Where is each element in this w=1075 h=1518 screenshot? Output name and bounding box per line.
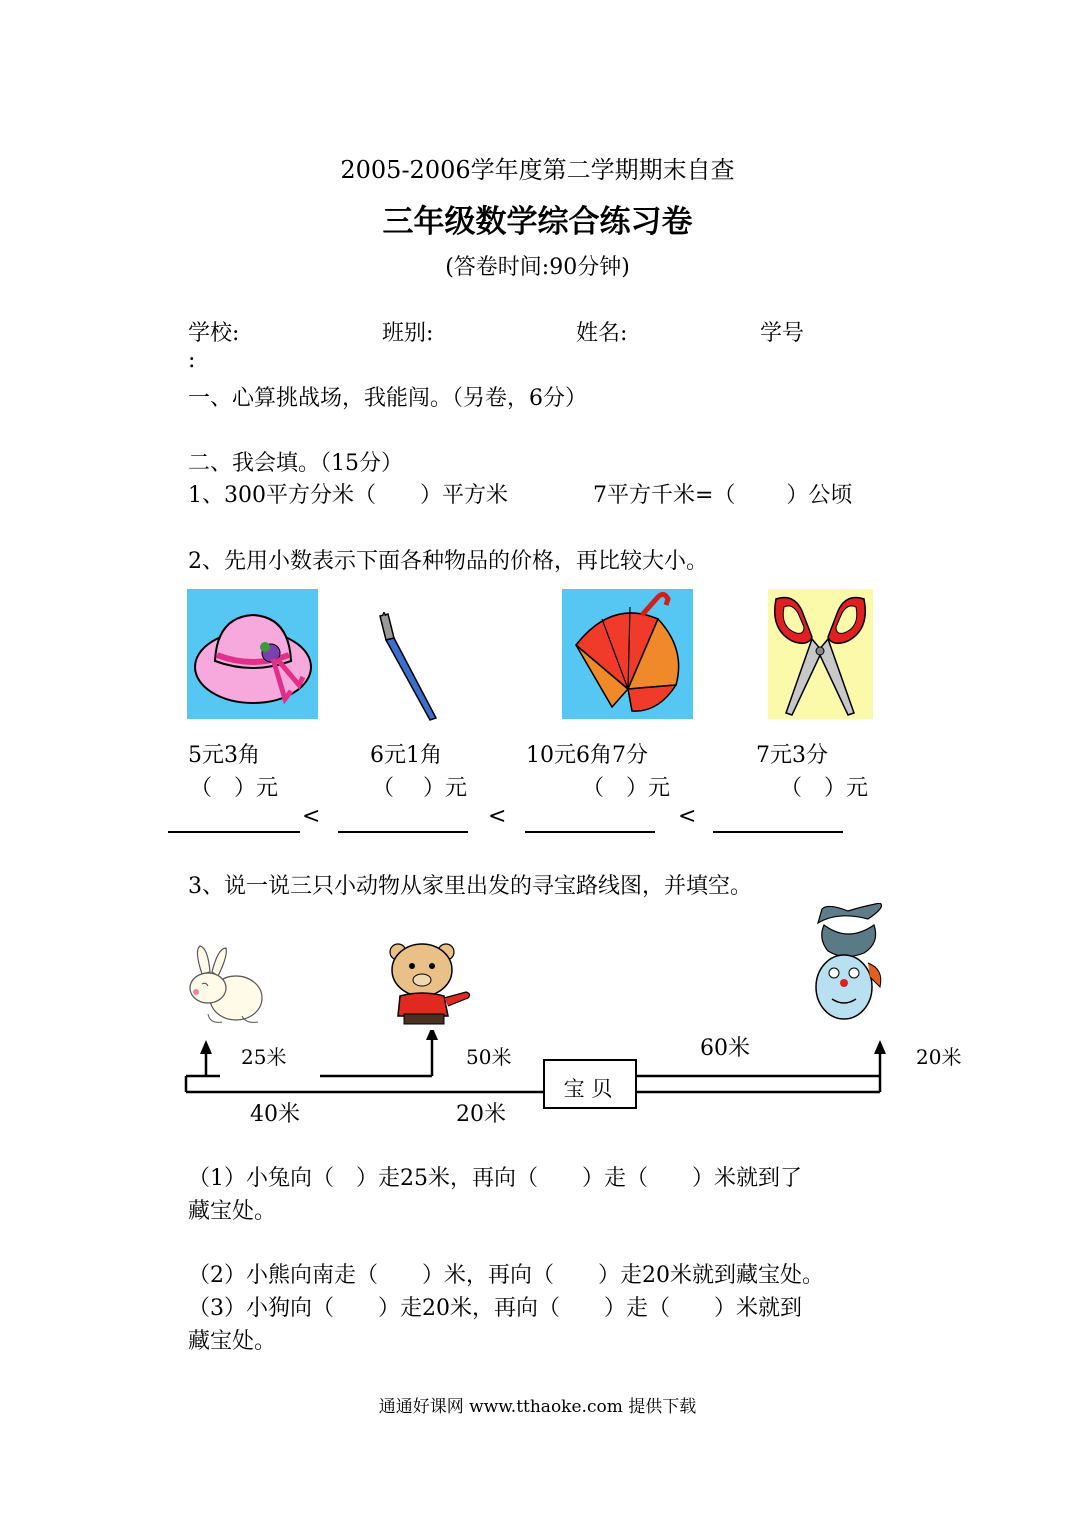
scissors-answer-blank: （ ）元 (780, 776, 869, 801)
rabbit-icon (188, 944, 264, 1026)
name-label: 姓名: (576, 321, 628, 346)
distance-20-bottom: 20米 (456, 1102, 506, 1127)
distance-40: 40米 (250, 1102, 300, 1127)
number-label: 学号 (760, 321, 805, 346)
subquestion-1-line2: 藏宝处。 (188, 1199, 277, 1224)
page-footer: 通通好课网 www.tthaoke.com 提供下载 (378, 1397, 697, 1417)
exam-subtitle: 2005-2006学年度第二学期期末自查 (340, 156, 735, 184)
less-than-sign: < (302, 804, 321, 829)
hat-price: 5元3角 (188, 743, 260, 768)
distance-20-right: 20米 (916, 1045, 962, 1069)
umbrella-answer-blank: （ ）元 (582, 776, 671, 801)
hat-answer-blank: （ ）元 (190, 776, 279, 801)
exam-duration: (答卷时间:90分钟) (445, 255, 630, 280)
class-label: 班别: (382, 321, 434, 346)
compare-blank-4 (713, 831, 843, 833)
school-label: 学校: (188, 321, 240, 346)
hat-icon (187, 589, 318, 719)
exam-title: 三年级数学综合练习卷 (382, 204, 693, 240)
compare-blank-3 (525, 831, 655, 833)
umbrella-price: 10元6角7分 (526, 743, 648, 768)
umbrella-icon (562, 589, 693, 719)
pen-price: 6元1角 (370, 743, 442, 768)
less-than-sign: < (678, 804, 697, 829)
scissors-price: 7元3分 (756, 743, 828, 768)
number-colon: : (188, 348, 196, 373)
treasure-label: 宝 贝 (563, 1077, 613, 1101)
less-than-sign: < (488, 804, 507, 829)
compare-blank-2 (338, 831, 468, 833)
distance-50: 50米 (466, 1045, 512, 1069)
scissors-icon (768, 589, 873, 719)
question-1b: 7平方千米=（ ）公顷 (593, 483, 853, 508)
compare-blank-1 (168, 831, 300, 833)
subquestion-2: （2）小熊向南走（ ）米，再向（ ）走20米就到藏宝处。 (188, 1263, 824, 1288)
distance-60: 60米 (700, 1036, 750, 1061)
section-one: 一、心算挑战场，我能闯。（另卷，6分） (188, 386, 587, 411)
question-1a: 1、300平方分米（ ）平方米 (188, 483, 508, 508)
dog-icon (808, 903, 888, 1025)
bear-icon (386, 940, 474, 1026)
section-two: 二、我会填。（15分） (188, 451, 403, 476)
pen-icon (370, 612, 442, 722)
subquestion-3-line1: （3）小狗向（ ）走20米，再向（ ）走（ ）米就到 (188, 1296, 802, 1321)
distance-25: 25米 (241, 1045, 287, 1069)
subquestion-1-line1: （1）小兔向（ ）走25米，再向（ ）走（ ）米就到了 (188, 1166, 802, 1191)
question-2: 2、先用小数表示下面各种物品的价格，再比较大小。 (188, 549, 708, 574)
subquestion-3-line2: 藏宝处。 (188, 1329, 277, 1354)
question-3: 3、说一说三只小动物从家里出发的寻宝路线图，并填空。 (188, 874, 752, 899)
pen-answer-blank: （ ）元 (372, 776, 467, 801)
